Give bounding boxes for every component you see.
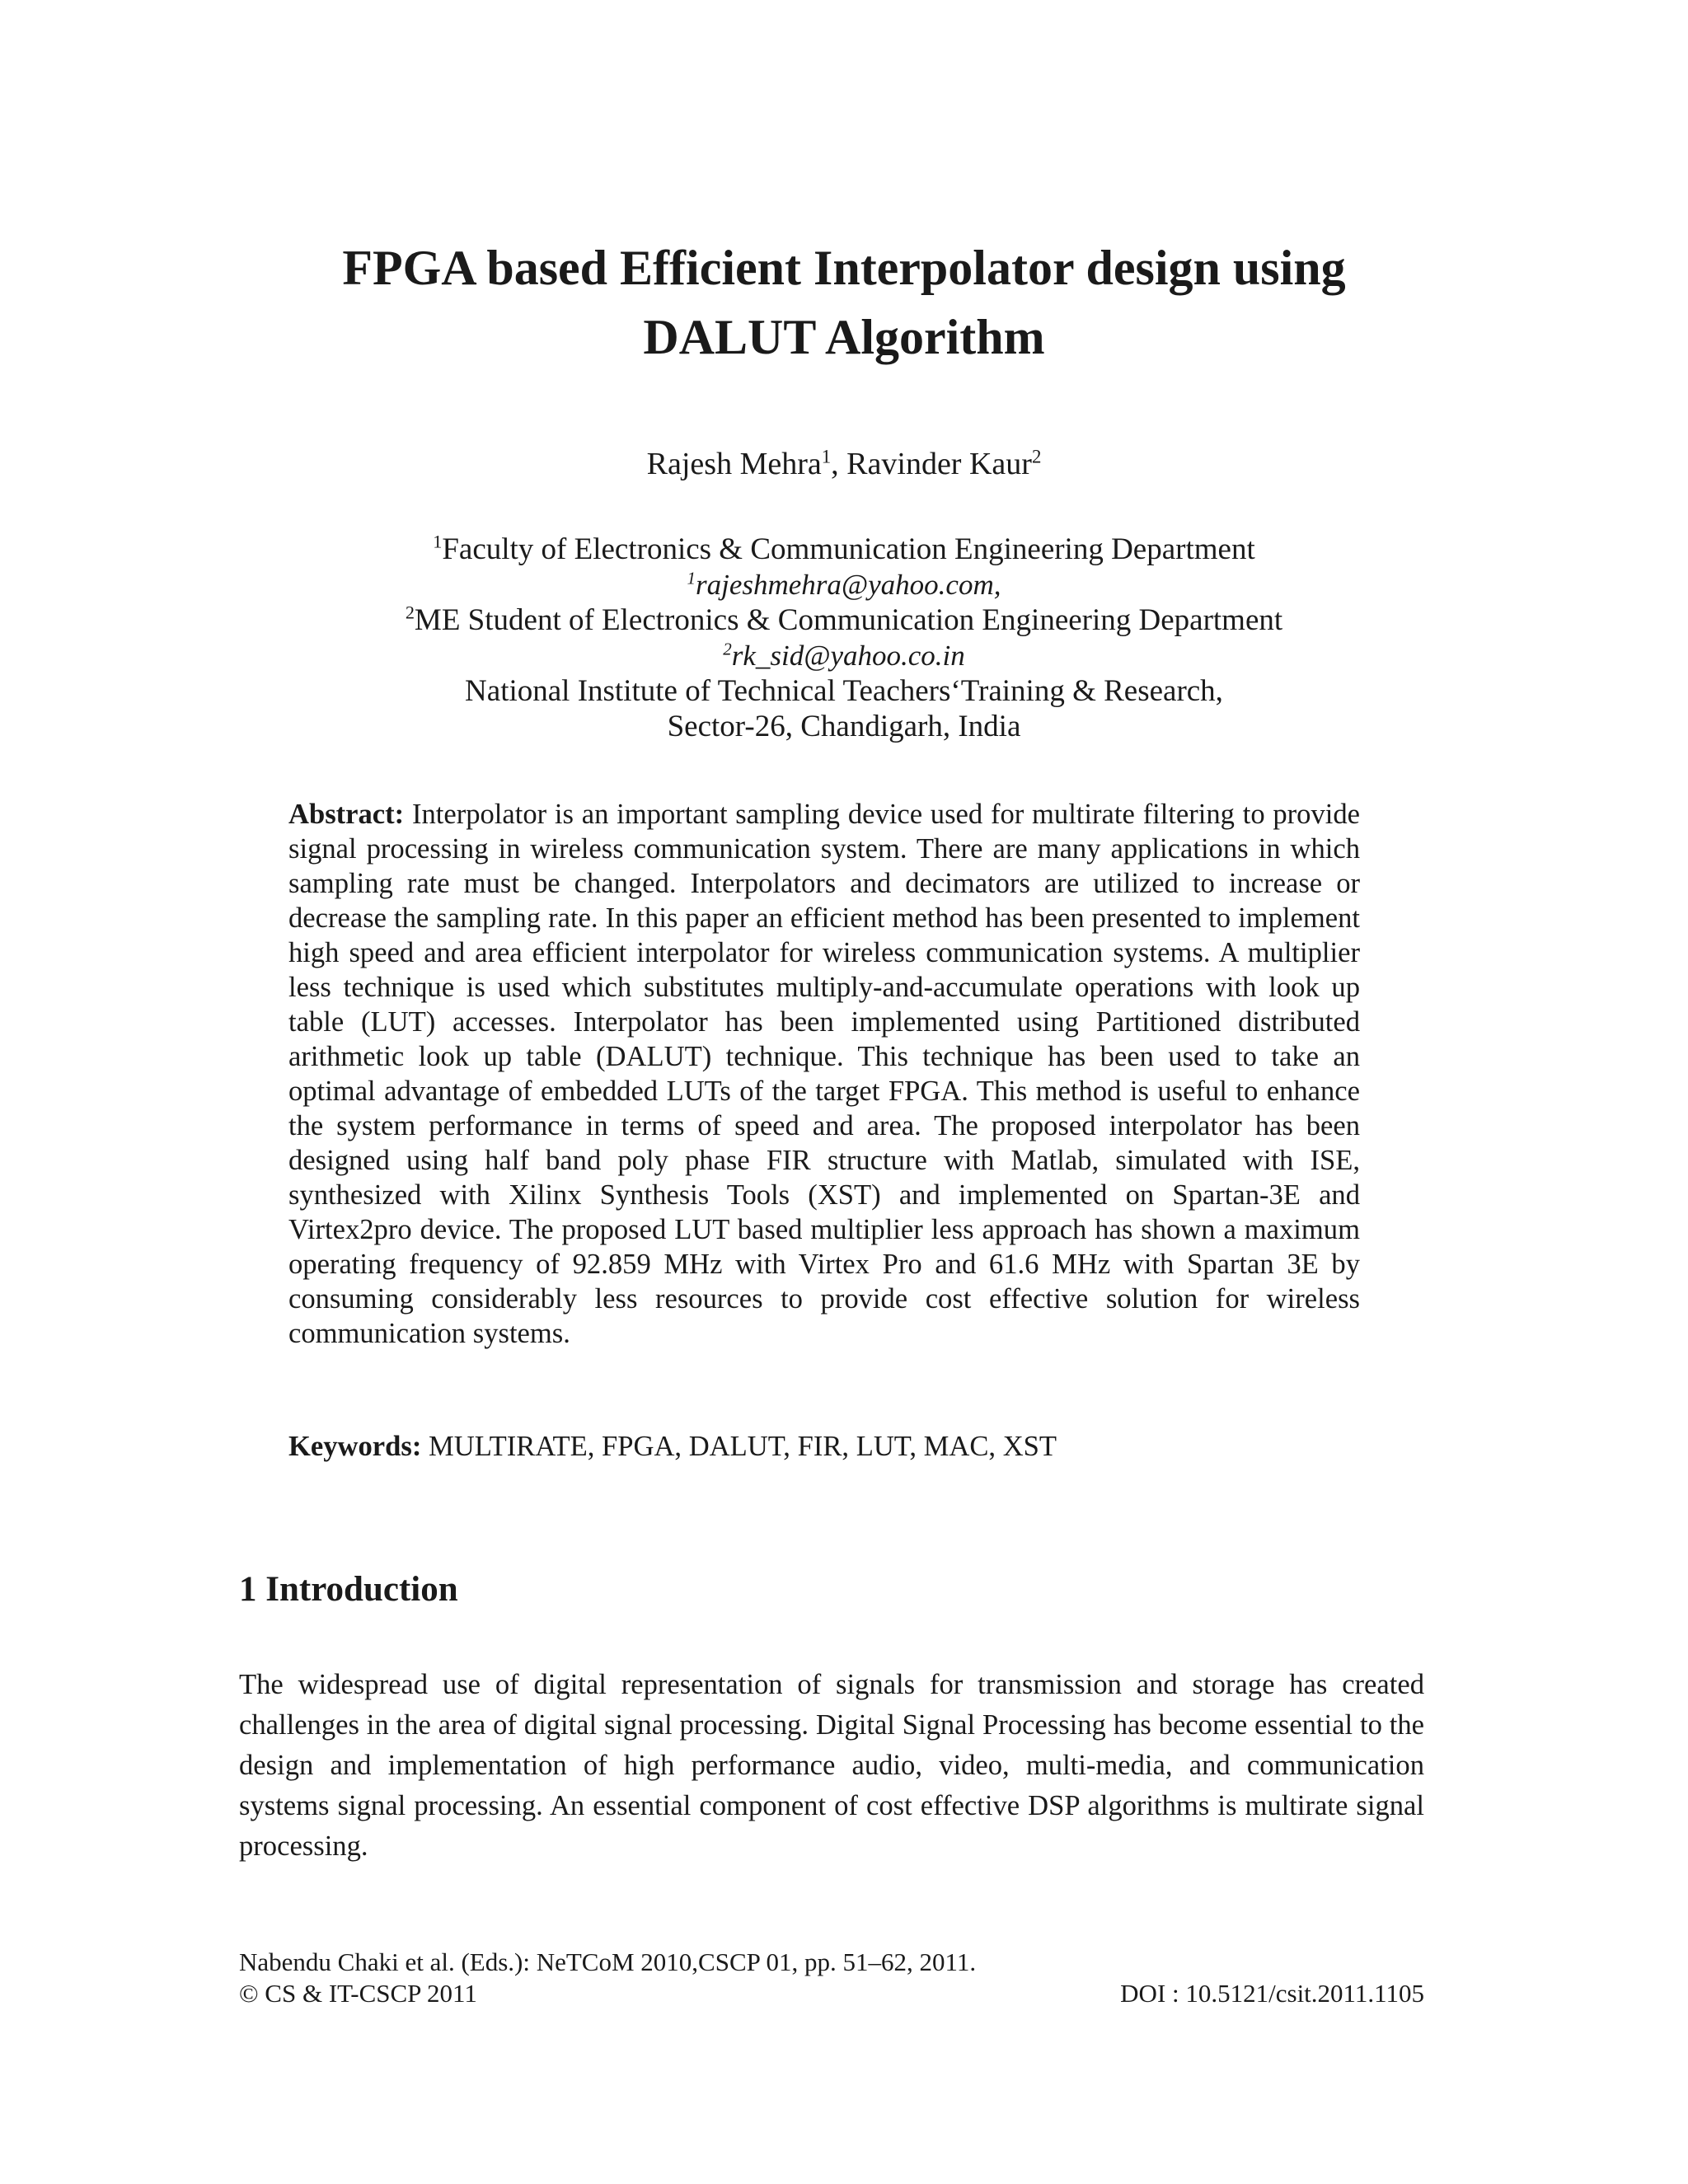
institute-location: Sector-26, Chandigarh, India — [667, 710, 1021, 743]
email-1-mark: 1 — [687, 568, 696, 588]
author-2-affiliation-mark: 2 — [1031, 446, 1042, 467]
footer-row — [239, 1978, 1424, 2009]
keywords-text: MULTIRATE, FPGA, DALUT, FIR, LUT, MAC, XST — [421, 1431, 1057, 1462]
email-2 — [0, 638, 1688, 673]
affiliation-1 — [0, 532, 1688, 567]
affiliation-2-mark: 2 — [405, 602, 415, 623]
institute-name: National Institute of Technical Teachers‘Training & Research, — [465, 674, 1223, 708]
email-1 — [0, 567, 1688, 602]
page-footer — [239, 1947, 1424, 2009]
paper-title — [0, 233, 1688, 372]
section-heading-introduction: 1 Introduction — [239, 1570, 458, 1609]
title-line-1: FPGA based Efficient Interpolator design using — [342, 241, 1346, 295]
affiliation-2-text: ME Student of Electronics & Communication Engineering Department — [414, 603, 1283, 637]
footer-doi: DOI : 10.5121/csit.2011.1105 — [1120, 1979, 1424, 2008]
affiliation-2 — [0, 602, 1688, 638]
author-list — [0, 443, 1688, 485]
email-1-text: rajeshmehra@yahoo.com, — [696, 569, 1001, 601]
author-name-1: Rajesh Mehra — [646, 447, 822, 481]
affiliation-1-mark: 1 — [433, 531, 443, 552]
abstract-label: Abstract: — [288, 799, 405, 830]
footer-citation: Nabendu Chaki et al. (Eds.): NeTCoM 2010,CSCP 01, pp. 51–62, 2011. — [239, 1947, 977, 1976]
affiliation-1-text: Faculty of Electronics & Communication Engineering Department — [442, 532, 1255, 566]
author-separator: , — [831, 447, 847, 481]
title-line-2: DALUT Algorithm — [643, 310, 1045, 364]
keywords-label: Keywords: — [288, 1431, 422, 1462]
footer-copyright: © CS & IT-CSCP 2011 — [239, 1979, 477, 2008]
email-2-mark: 2 — [723, 639, 732, 659]
abstract — [288, 797, 1360, 1351]
author-1-affiliation-mark: 1 — [821, 446, 832, 467]
affiliation-block — [0, 532, 1688, 744]
keywords — [288, 1429, 1360, 1464]
abstract-text: Interpolator is an important sampling device used for multirate filtering to provide signal processing in wireless communication system. There are many applications in which sampling rate must be changed. Interpolators and decimators are utilized to increase or decrease the sampling rate. In this paper an efficient method has been presented to implement high speed and area efficient interpolator for wireless communication systems. A multiplier less technique is used which substitutes multiply-and-accumulate operations with look up table (LUT) accesses. Interpolator has been implemented using Partitioned distributed arithmetic look up table (DALUT) technique. This technique has been used to take an optimal advantage of embedded LUTs of the target FPGA. This method is useful to enhance the system performance in terms of speed and area. The proposed interpolator has been designed using half band poly phase FIR structure with Matlab, simulated with ISE, synthesized with Xilinx Synthesis Tools (XST) and implemented on Spartan-3E and Virtex2pro device. The proposed LUT based multiplier less approach has shown a maximum operating frequency of 92.859 MHz with Virtex Pro and 61.6 MHz with Spartan 3E by consuming considerably less resources to provide cost effective solution for wireless communication systems. — [288, 799, 1360, 1349]
email-2-text: rk_sid@yahoo.co.in — [731, 640, 965, 672]
introduction-paragraph: The widespread use of digital representation of signals for transmission and storage has created challenges in the area of digital signal processing. Digital Signal Processing has become essential to the design and implementation of high performance audio, video, multi-media, and communication systems signal processing. An essential component of cost effective DSP algorithms is multirate signal processing. — [239, 1669, 1424, 1862]
author-name-2: Ravinder Kaur — [846, 447, 1032, 481]
